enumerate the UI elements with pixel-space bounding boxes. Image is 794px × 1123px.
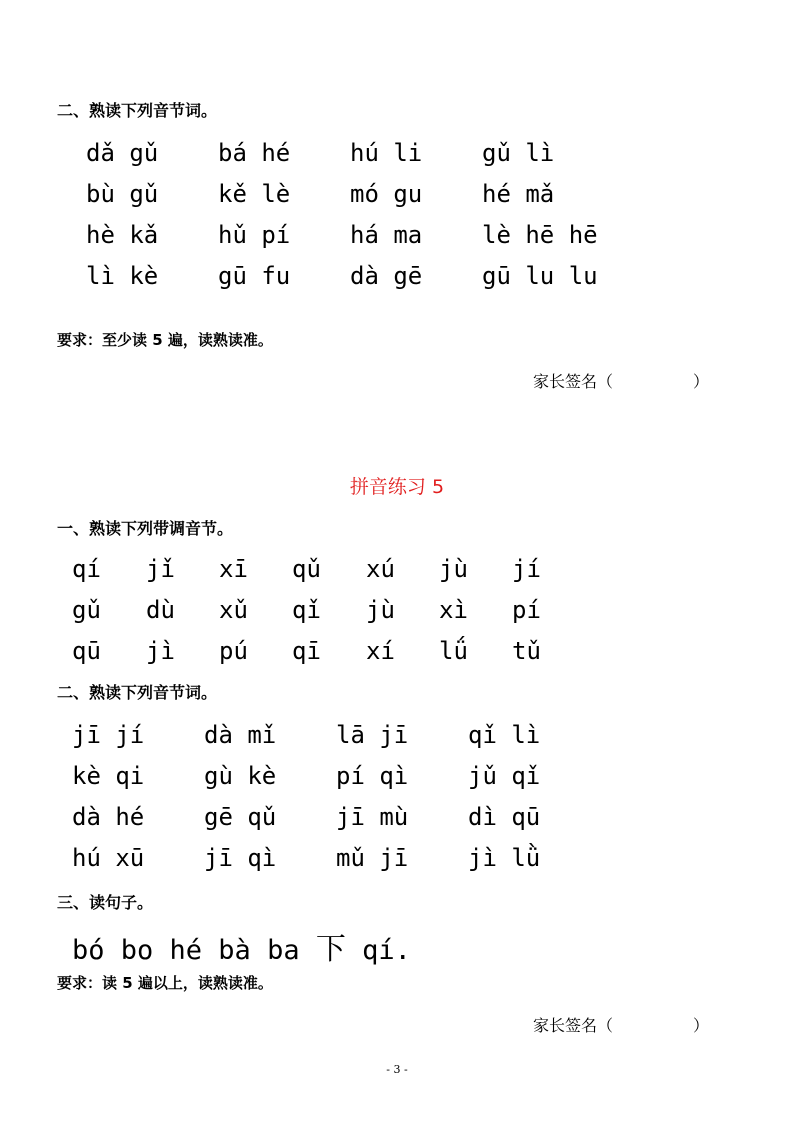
page-number: - 3 - bbox=[386, 1063, 408, 1076]
syllable-word: lì kè bbox=[86, 262, 159, 290]
section-heading-syllable-words: 二、熟读下列音节词。 bbox=[57, 101, 218, 120]
section-heading-sentence: 三、读句子。 bbox=[57, 893, 154, 912]
toned-syllable: lǘ bbox=[439, 637, 468, 665]
lesson-title: 拼音练习 5 bbox=[349, 476, 445, 498]
toned-syllable: gǔ bbox=[72, 596, 101, 624]
syllable-word: mó gu bbox=[350, 180, 423, 208]
toned-syllable: tǔ bbox=[512, 637, 541, 665]
syllable-word: lā jī bbox=[336, 721, 409, 749]
syllable-word: dà mǐ bbox=[204, 721, 277, 749]
syllable-word: jì lǜ bbox=[468, 844, 541, 872]
sentence-pinyin-after: qí. bbox=[362, 935, 411, 966]
syllable-word: jī mù bbox=[336, 803, 409, 831]
syllable-word: mǔ jī bbox=[336, 844, 409, 872]
sentence-pinyin-before: bó bo hé bà ba bbox=[72, 935, 300, 966]
toned-syllable: qí bbox=[72, 555, 101, 583]
toned-syllable: pí bbox=[512, 596, 541, 624]
syllable-word: jī qì bbox=[204, 844, 277, 872]
syllable-word: lè hē hē bbox=[482, 221, 598, 249]
parent-signature: 家长签名（ ） bbox=[533, 372, 710, 391]
syllable-word: bá hé bbox=[218, 139, 291, 167]
syllable-word: bù gǔ bbox=[86, 180, 159, 208]
section-heading-toned-syllables: 一、熟读下列带调音节。 bbox=[57, 519, 234, 538]
toned-syllable: jù bbox=[439, 555, 468, 583]
practice-sentence bbox=[72, 924, 411, 968]
syllable-word: gù kè bbox=[204, 762, 277, 790]
toned-syllable: qū bbox=[72, 637, 101, 665]
toned-syllable: pú bbox=[219, 637, 248, 665]
toned-syllable: jǐ bbox=[146, 555, 175, 583]
toned-syllable: jí bbox=[512, 555, 541, 583]
syllable-word: hǔ pí bbox=[218, 221, 291, 249]
syllable-word: dǎ gǔ bbox=[86, 139, 159, 167]
toned-syllable: xì bbox=[439, 596, 468, 624]
syllable-word: gū fu bbox=[218, 262, 291, 290]
syllable-word: jǔ qǐ bbox=[468, 762, 541, 790]
syllable-word: jī jí bbox=[72, 721, 145, 749]
toned-syllable: xí bbox=[366, 637, 395, 665]
syllable-word: hè kǎ bbox=[86, 221, 159, 249]
syllable-word: kě lè bbox=[218, 180, 291, 208]
syllable-word: pí qì bbox=[336, 762, 409, 790]
syllable-word: gǔ lì bbox=[482, 139, 555, 167]
parent-signature-2: 家长签名（ ） bbox=[533, 1016, 710, 1035]
syllable-word: hé mǎ bbox=[482, 180, 555, 208]
toned-syllable: qǐ bbox=[292, 596, 321, 624]
toned-syllable: qǔ bbox=[292, 555, 321, 583]
toned-syllable: qī bbox=[292, 637, 321, 665]
syllable-word: dà hé bbox=[72, 803, 145, 831]
syllable-word: gū lu lu bbox=[482, 262, 598, 290]
toned-syllable: dù bbox=[146, 596, 175, 624]
toned-syllable: jì bbox=[146, 637, 175, 665]
syllable-word: kè qi bbox=[72, 762, 145, 790]
syllable-word: hú xū bbox=[72, 844, 145, 872]
toned-syllable: xī bbox=[219, 555, 248, 583]
syllable-word: há ma bbox=[350, 221, 423, 249]
syllable-word: dì qū bbox=[468, 803, 541, 831]
reading-requirement-2: 要求：读 5 遍以上，读熟读准。 bbox=[57, 974, 273, 992]
syllable-word: dà gē bbox=[350, 262, 423, 290]
reading-requirement: 要求：至少读 5 遍，读熟读准。 bbox=[57, 331, 273, 349]
toned-syllable: jù bbox=[366, 596, 395, 624]
section-heading-syllable-words-2: 二、熟读下列音节词。 bbox=[57, 683, 218, 702]
syllable-word: hú li bbox=[350, 139, 423, 167]
toned-syllable: xú bbox=[366, 555, 395, 583]
sentence-hanzi: 下 bbox=[315, 932, 346, 967]
toned-syllable: xǔ bbox=[219, 596, 248, 624]
syllable-word: gē qǔ bbox=[204, 803, 277, 831]
syllable-word: qǐ lì bbox=[468, 721, 541, 749]
